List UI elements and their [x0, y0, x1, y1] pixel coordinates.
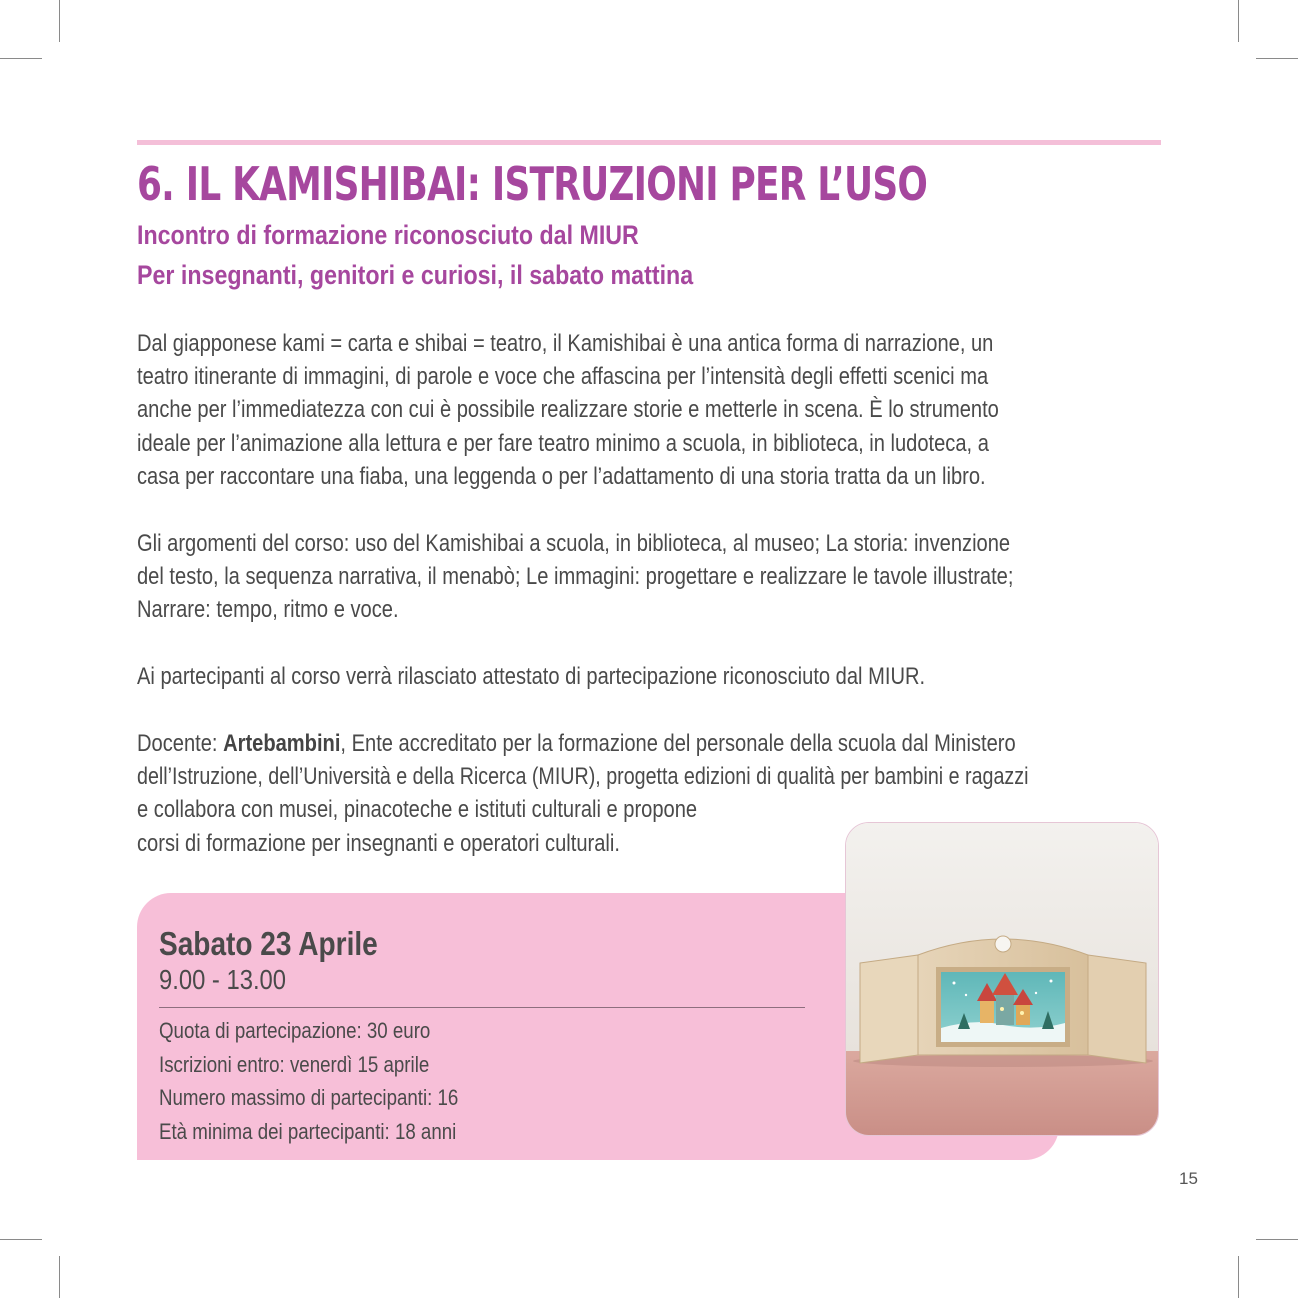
text-line: casa per raccontare una fiaba, una leggenda o per l’adattamento di una storia tratta da un libro.	[137, 462, 986, 490]
text-line: anche per l’immediatezza con cui è possibile realizzare storie e metterle in scena. È lo strumento	[137, 396, 999, 424]
teacher-prefix: Docente:	[137, 730, 224, 757]
crop-mark-top-right-h	[1256, 58, 1298, 59]
detail-max-participants: Numero massimo di partecipanti: 16	[159, 1085, 459, 1110]
info-divider	[159, 1007, 805, 1008]
crop-mark-top-right-v	[1238, 0, 1239, 42]
text-line: dell’Istruzione, dell’Università e della Ricerca (MIUR), progetta edizioni di qualità per bambini e ragazzi	[137, 763, 1029, 791]
subtitle-audience: Per insegnanti, genitori e curiosi, il sabato mattina	[137, 260, 694, 290]
paragraph-certificate	[137, 660, 1077, 693]
page-title: 6. IL KAMISHIBAI: ISTRUZIONI PER L’USO	[137, 157, 928, 211]
text-line: Dal giapponese kami = carta e shibai = teatro, il Kamishibai è una antica forma di narrazione, un	[137, 330, 994, 357]
detail-registration-deadline: Iscrizioni entro: venerdì 15 aprile	[159, 1051, 430, 1077]
paragraph-intro	[137, 327, 1165, 493]
teacher-name: Artebambini	[223, 730, 341, 757]
text-line: del testo, la sequenza narrativa, il menabò; Le immagini: progettare e realizzare le tavole illustrate;	[137, 563, 1014, 591]
kamishibai-illustration	[846, 823, 1159, 1136]
crop-mark-top-left-h	[0, 58, 42, 59]
kamishibai-photo	[845, 822, 1159, 1136]
event-time: 9.00 - 13.00	[159, 964, 287, 995]
event-details-list	[159, 1014, 511, 1148]
crop-mark-bottom-right-h	[1256, 1239, 1298, 1240]
crop-mark-bottom-left-h	[0, 1239, 42, 1240]
teacher-description: , Ente accreditato per la formazione del personale della scuola dal Ministero	[340, 730, 1016, 757]
crop-mark-bottom-right-v	[1238, 1256, 1239, 1298]
text-line: ideale per l’animazione alla lettura e per fare teatro minimo a scuola, in biblioteca, in ludoteca, a	[137, 429, 989, 457]
text-line: e collabora con musei, pinacoteche e istituti culturali e propone	[137, 796, 698, 824]
text-line: Gli argomenti del corso: uso del Kamishibai a scuola, in biblioteca, al museo; La storia: invenzione	[137, 530, 1011, 557]
event-date: Sabato 23 Aprile	[159, 925, 378, 962]
subtitle-miur: Incontro di formazione riconosciuto dal MIUR	[137, 220, 639, 250]
header-rule	[137, 140, 1161, 145]
text-line: corsi di formazione per insegnanti e operatori culturali.	[137, 829, 620, 857]
crop-mark-top-left-v	[59, 0, 60, 42]
detail-min-age: Età minima dei partecipanti: 18 anni	[159, 1118, 457, 1144]
text-line: Ai partecipanti al corso verrà rilasciato attestato di partecipazione riconosciuto dal MIUR.	[137, 663, 926, 690]
detail-fee: Quota di partecipazione: 30 euro	[159, 1018, 431, 1043]
text-line: teatro itinerante di immagini, di parole e voce che affascina per l’intensità degli effetti scenici ma	[137, 363, 989, 391]
page-number: 15	[1179, 1169, 1198, 1188]
paragraph-topics	[137, 527, 1183, 627]
text-line	[137, 727, 1048, 760]
text-line: Narrare: tempo, ritmo e voce.	[137, 596, 399, 624]
crop-mark-bottom-left-v	[59, 1256, 60, 1298]
